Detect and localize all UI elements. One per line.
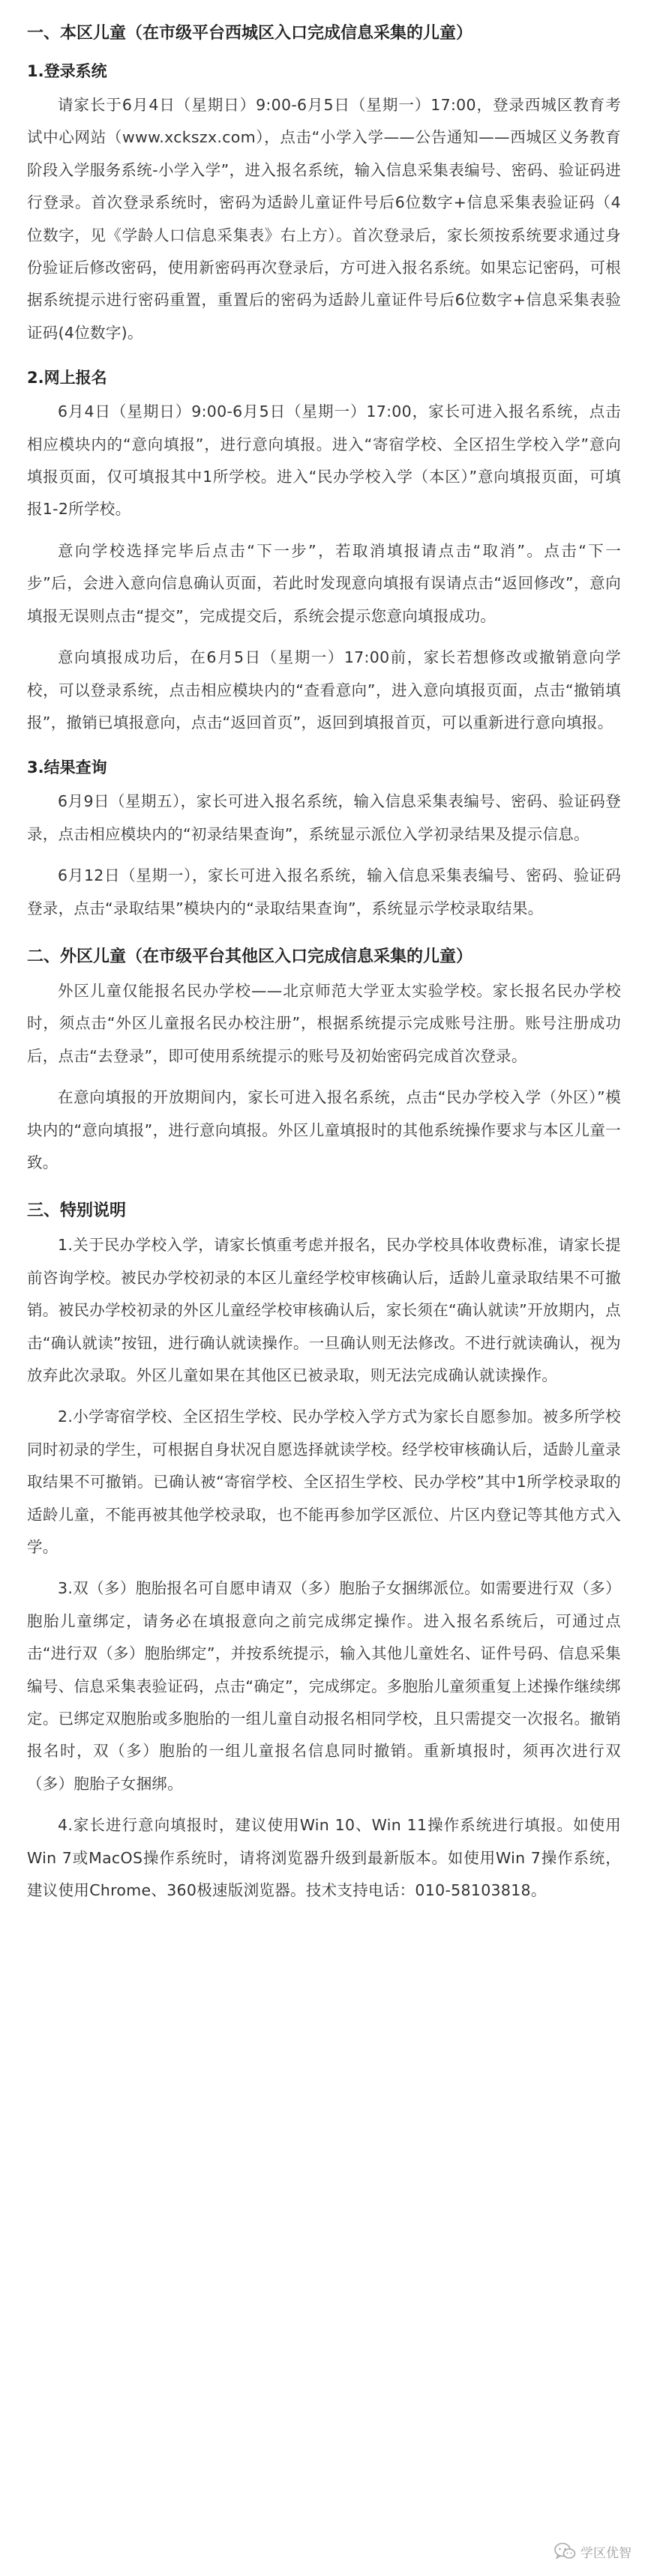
section-heading-special-notes: 三、特别说明 [27, 1201, 127, 1221]
paragraph: 2.小学寄宿学校、全区招生学校、民办学校入学方式为家长自愿参加。被多所学校同时初录的学生，可根据自身状况自愿选择就读学校。经学校审核确认后，适龄儿童录取结果不可撤销。已确认被“寄宿学校、全区招生学校、民办学校”其中1所学校录取的适龄儿童，不能再被其他学校录取，也不能再参加学区派位、片区内登记等其他方式入学。 [27, 1408, 621, 1557]
section-heading-other-district: 二、外区儿童（在市级平台其他区入口完成信息采集的儿童） [27, 947, 473, 966]
paragraph: 6月9日（星期五），家长可进入报名系统，输入信息采集表编号、密码、验证码登录，点击相应模块内的“初录结果查询”，系统显示派位入学初录结果及提示信息。 [27, 792, 621, 843]
paragraph: 1.关于民办学校入学，请家长慎重考虑并报名，民办学校具体收费标准，请家长提前咨询学校。被民办学校初录的本区儿童经学校审核确认后，适龄儿童录取结果不可撤销。被民办学校初录的外区儿童经学校审核确认后，家长须在“确认就读”开放期内，点击“确认就读”按钮，进行确认就读操作。一旦确认则无法修改。不进行就读确认，视为放弃此次录取。外区儿童如果在其他区已被录取，则无法完成确认就读操作。 [27, 1236, 621, 1384]
watermark [554, 2542, 632, 2561]
section-heading-local: 一、本区儿童（在市级平台西城区入口完成信息采集的儿童） [27, 24, 473, 43]
announcement-body [27, 10, 621, 2559]
paragraph: 3.双（多）胞胎报名可自愿申请双（多）胞胎子女捆绑派位。如需要进行双（多）胞胎儿童绑定，请务必在填报意向之前完成绑定操作。进入报名系统后，可通过点击“进行双（多）胞胎绑定”，并按系统提示，输入其他儿童姓名、证件号码、信息采集编号、信息采集表验证码，点击“确定”，完成绑定。多胞胎儿童须重复上述操作继续绑定。已绑定双胞胎或多胞胎的一组儿童自动报名相同学校，且只需提交一次报名。撤销报名时，双（多）胞胎的一组儿童报名信息同时撤销。重新填报时，须再次进行双（多）胞胎子女捆绑。 [27, 1579, 621, 1793]
paragraph: 6月4日（星期日）9:00-6月5日（星期一）17:00，家长可进入报名系统，点击相应模块内的“意向填报”，进行意向填报。进入“寄宿学校、全区招生学校入学”意向填报页面，仅可填报其中1所学校。进入“民办学校入学（本区）”意向填报页面，可填报1-2所学校。 [27, 402, 621, 519]
paragraph: 外区儿童仅能报名民办学校——北京师范大学亚太实验学校。家长报名民办学校时，须点击“外区儿童报名民办校注册”，根据系统提示完成账号注册。账号注册成功后，点击“去登录”，即可使用系统提示的账号及初始密码完成首次登录。 [27, 981, 621, 1065]
wechat-icon [554, 2542, 576, 2561]
sub-heading-online-registration: 2.网上报名 [27, 369, 107, 387]
sub-heading-login: 1.登录系统 [27, 62, 107, 80]
paragraph: 请家长于6月4日（星期日）9:00-6月5日（星期一）17:00，登录西城区教育考试中心网站（www.xckszx.com），点击“小学入学——公告通知——西城区义务教育阶段入学服务系统-小学入学”，进入报名系统，输入信息采集表编号、密码、验证码进行登录。首次登录系统时，密码为适龄儿童证件号后6位数字+信息采集表验证码（4位数字，见《学龄人口信息采集表》右上方）。首次登录后，家长须按系统要求通过身份验证后修改密码，使用新密码再次登录后，方可进入报名系统。如果忘记密码，可根据系统提示进行密码重置，重置后的密码为适龄儿童证件号后6位数字+信息采集表验证码(4位数字)。 [27, 96, 621, 342]
paragraph: 意向学校选择完毕后点击“下一步”，若取消填报请点击“取消”。点击“下一步”后，会进入意向信息确认页面，若此时发现意向填报有误请点击“返回修改”，意向填报无误则点击“提交”，完成提交后，系统会提示您意向填报成功。 [27, 541, 621, 625]
paragraph: 6月12日（星期一），家长可进入报名系统，输入信息采集表编号、密码、验证码登录，点击“录取结果”模块内的“录取结果查询”，系统显示学校录取结果。 [27, 866, 621, 917]
sub-heading-result-query: 3.结果查询 [27, 758, 107, 777]
paragraph: 意向填报成功后，在6月5日（星期一）17:00前，家长若想修改或撤销意向学校，可以登录系统，点击相应模块内的“查看意向”，进入意向填报页面，点击“撤销填报”，撤销已填报意向，点击“返回首页”，返回到填报首页，可以重新进行意向填报。 [27, 648, 621, 732]
paragraph: 在意向填报的开放期间内，家长可进入报名系统，点击“民办学校入学（外区）”模块内的“意向填报”，进行意向填报。外区儿童填报时的其他系统操作要求与本区儿童一致。 [27, 1088, 621, 1171]
account-name: 学区优智 [580, 2545, 632, 2561]
paragraph: 4.家长进行意向填报时，建议使用Win 10、Win 11操作系统进行填报。如使用Win 7或MacOS操作系统时，请将浏览器升级到最新版本。如使用Win 7操作系统，建议使用Chrome、360极速版浏览器。技术支持电话：010-58103818。 [27, 1816, 621, 1900]
